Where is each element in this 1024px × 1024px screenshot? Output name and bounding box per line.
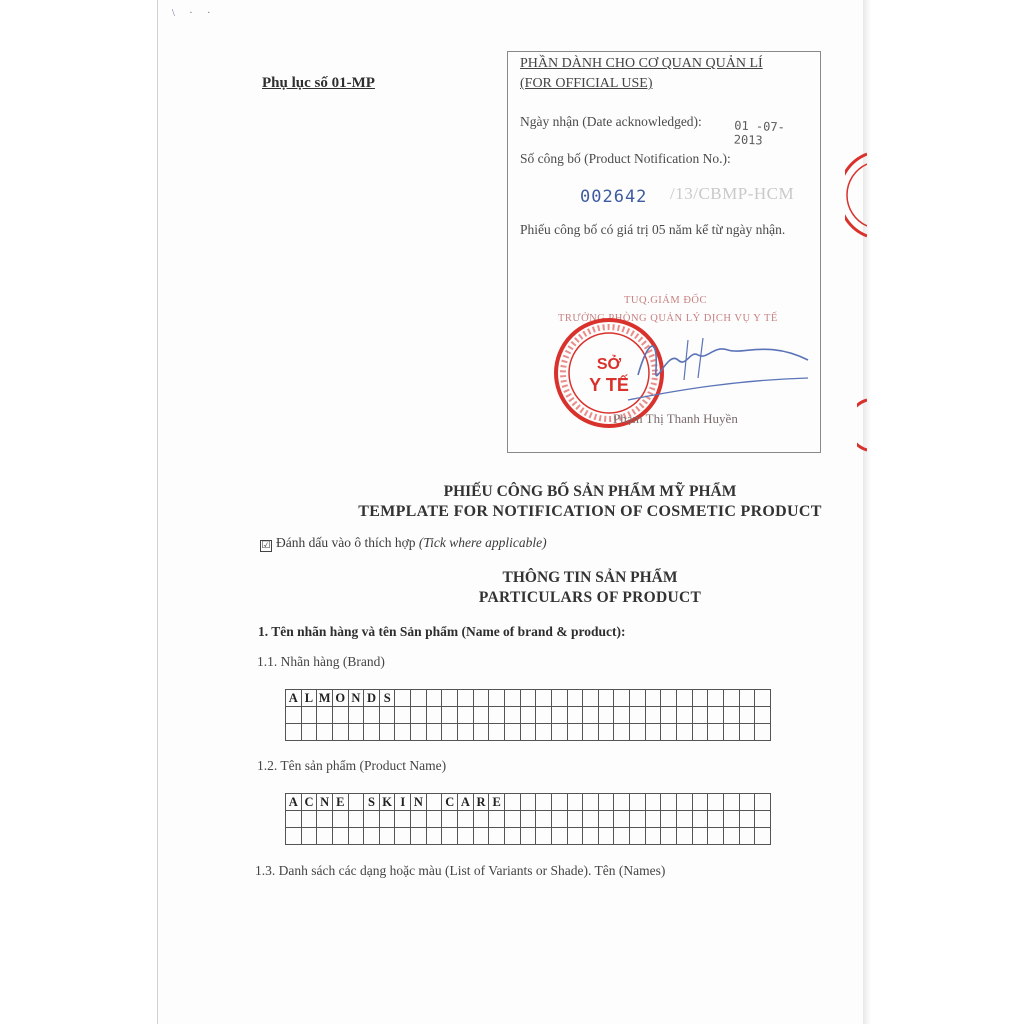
official-box-title-vi: PHẦN DÀNH CHO CƠ QUAN QUẢN LÍ [520, 56, 763, 71]
product-grid-cell [426, 794, 442, 811]
product-grid-cell [723, 794, 739, 811]
product-grid-cell [520, 811, 536, 828]
product-grid-cell [567, 828, 583, 845]
brand-grid-cell [520, 690, 536, 707]
brand-grid-cell [332, 724, 348, 741]
product-name-label: 1.2. Tên sản phẩm (Product Name) [257, 758, 447, 773]
product-grid-cell [426, 828, 442, 845]
product-grid-cell [332, 828, 348, 845]
product-grid-cell [504, 794, 520, 811]
product-grid-cell [504, 828, 520, 845]
brand-grid-cell [317, 707, 333, 724]
product-grid-cell [286, 811, 302, 828]
signer-title-1: TUQ.GIÁM ĐỐC [624, 295, 707, 306]
brand-grid-cell: M [318, 690, 331, 705]
tick-instruction-en: (Tick where applicable) [418, 535, 547, 550]
product-grid-cell [348, 794, 364, 811]
signer-title-2: TRƯỞNG PHÒNG QUẢN LÝ DỊCH VỤ Y TẾ [558, 313, 778, 324]
product-grid-cell [614, 811, 630, 828]
brand-grid-cell [723, 724, 739, 741]
brand-grid-cell [677, 690, 693, 707]
product-grid-cell [426, 811, 442, 828]
brand-grid-cell: O [332, 690, 348, 707]
product-grid-cell [551, 811, 567, 828]
brand-grid-cell [567, 724, 583, 741]
brand-grid-cell: A [286, 690, 302, 707]
product-grid-cell [755, 794, 771, 811]
product-grid-cell: N [411, 794, 427, 811]
brand-grid-cell: N [348, 690, 364, 707]
product-grid-cell [708, 828, 724, 845]
official-box-title-en: (FOR OFFICIAL USE) [520, 76, 653, 91]
brand-grid-cell [364, 724, 380, 741]
brand-grid-cell [598, 707, 614, 724]
signer-name: Phạm Thị Thanh Huyền [613, 411, 738, 426]
brand-grid-cell [661, 690, 677, 707]
brand-grid-cell [551, 690, 567, 707]
brand-grid-cell [551, 707, 567, 724]
product-grid-cell: E [332, 794, 348, 811]
product-grid-cell [473, 811, 489, 828]
brand-grid-cell [473, 690, 489, 707]
brand-grid-cell [645, 724, 661, 741]
brand-grid-cell [458, 707, 474, 724]
product-name-grid [285, 793, 771, 845]
brand-grid-cell [348, 724, 364, 741]
notification-number-label: Số công bố (Product Notification No.): [520, 151, 731, 166]
tick-instruction [260, 535, 547, 551]
brand-grid-cell [692, 690, 708, 707]
brand-grid-cell [708, 690, 724, 707]
product-grid-cell [583, 794, 599, 811]
product-grid-cell [677, 828, 693, 845]
product-grid-cell [583, 828, 599, 845]
brand-grid-cell [598, 724, 614, 741]
product-grid-cell: S [364, 794, 380, 811]
product-grid-cell [692, 794, 708, 811]
product-grid-cell [692, 828, 708, 845]
product-grid-cell [677, 811, 693, 828]
product-grid-cell [598, 828, 614, 845]
brand-grid-cell [536, 707, 552, 724]
product-grid-cell [520, 828, 536, 845]
brand-grid-cell [473, 724, 489, 741]
brand-grid-cell [708, 707, 724, 724]
brand-grid-cell: L [301, 690, 317, 707]
section-title-en: PARTICULARS OF PRODUCT [478, 589, 702, 606]
brand-grid-cell: D [364, 690, 380, 707]
checkbox-icon: ☑ [261, 540, 271, 551]
brand-grid-cell [411, 724, 427, 741]
product-grid-cell [708, 811, 724, 828]
product-grid-cell [317, 828, 333, 845]
product-grid-cell [739, 794, 755, 811]
product-grid-cell [379, 811, 395, 828]
product-grid-cell [473, 828, 489, 845]
brand-grid-cell [567, 707, 583, 724]
product-grid-cell [661, 828, 677, 845]
brand-grid-cell [301, 707, 317, 724]
product-grid-cell [379, 828, 395, 845]
brand-grid-cell [755, 724, 771, 741]
product-grid-cell [520, 794, 536, 811]
product-grid-cell [395, 811, 411, 828]
product-grid-cell: N [317, 794, 333, 811]
product-grid-cell [301, 811, 317, 828]
product-grid-cell [708, 794, 724, 811]
product-grid-cell [739, 828, 755, 845]
section-1-title: 1. Tên nhãn hàng và tên Sản phẩm (Name of brand & product): [258, 624, 626, 639]
product-grid-cell [489, 811, 505, 828]
brand-grid-cell [520, 724, 536, 741]
product-grid-cell [536, 794, 552, 811]
brand-grid-row [286, 707, 771, 724]
form-title-en: TEMPLATE FOR NOTIFICATION OF COSMETIC PRODUCT [358, 503, 822, 520]
brand-grid [285, 689, 771, 741]
brand-grid-cell [348, 707, 364, 724]
edge-seal-stamp [845, 150, 867, 240]
brand-grid-cell [286, 707, 302, 724]
edge-seal-stamp-lower [857, 398, 867, 452]
product-grid-cell [301, 828, 317, 845]
product-grid-cell [630, 828, 646, 845]
brand-grid-cell [614, 707, 630, 724]
seal-text-so: SỞ [596, 356, 622, 373]
product-grid-cell [458, 828, 474, 845]
product-grid-cell: C [442, 794, 458, 811]
brand-grid-cell [614, 724, 630, 741]
product-grid-cell [411, 811, 427, 828]
brand-grid-cell [442, 707, 458, 724]
product-grid-cell [458, 811, 474, 828]
brand-grid-cell [630, 707, 646, 724]
seal-text-yte: Y TẾ [589, 375, 629, 395]
product-grid-cell [614, 828, 630, 845]
product-grid-cell: A [458, 794, 474, 811]
section-title-vi: THÔNG TIN SẢN PHẨM [502, 569, 678, 586]
product-grid-row [286, 828, 771, 845]
brand-grid-cell [739, 690, 755, 707]
brand-grid-cell [614, 690, 630, 707]
product-grid-cell: E [489, 794, 505, 811]
brand-label: 1.1. Nhãn hàng (Brand) [257, 654, 385, 669]
handwritten-signature [618, 320, 818, 410]
brand-grid-cell [442, 690, 458, 707]
brand-grid-cell [411, 690, 427, 707]
product-grid-cell [551, 828, 567, 845]
brand-grid-cell [426, 707, 442, 724]
brand-grid-cell [489, 724, 505, 741]
brand-grid-cell [692, 724, 708, 741]
brand-grid-cell [755, 707, 771, 724]
brand-grid-cell [536, 690, 552, 707]
product-grid-cell: A [286, 794, 302, 811]
product-grid-cell [723, 811, 739, 828]
brand-grid-cell [504, 690, 520, 707]
brand-grid-cell [504, 724, 520, 741]
product-grid-cell [755, 811, 771, 828]
brand-grid-cell [739, 707, 755, 724]
brand-grid-cell [458, 724, 474, 741]
brand-grid-cell [473, 707, 489, 724]
brand-grid-cell [317, 724, 333, 741]
brand-grid-cell [583, 724, 599, 741]
brand-grid-cell [723, 690, 739, 707]
product-grid-cell [630, 811, 646, 828]
product-grid-cell [614, 794, 630, 811]
brand-grid-cell [426, 724, 442, 741]
product-grid-cell: R [473, 794, 489, 811]
product-grid-cell [692, 811, 708, 828]
product-grid-cell [364, 811, 380, 828]
product-grid-cell [723, 828, 739, 845]
brand-grid-cell [645, 690, 661, 707]
brand-grid-row [286, 690, 771, 707]
product-grid-cell [645, 811, 661, 828]
brand-grid-cell [677, 707, 693, 724]
brand-grid-cell [411, 707, 427, 724]
product-grid-cell [645, 828, 661, 845]
product-grid-cell [645, 794, 661, 811]
brand-grid-cell [458, 690, 474, 707]
product-grid-cell [348, 811, 364, 828]
official-use-box [507, 51, 821, 453]
brand-grid-cell [536, 724, 552, 741]
brand-grid-cell [379, 707, 395, 724]
brand-grid-cell [489, 690, 505, 707]
brand-grid-cell [520, 707, 536, 724]
brand-grid-cell [661, 707, 677, 724]
product-grid-cell [395, 828, 411, 845]
brand-grid-cell [426, 690, 442, 707]
product-grid-cell [661, 794, 677, 811]
form-title-vi: PHIẾU CÔNG BỐ SẢN PHẨM MỸ PHẨM [443, 483, 737, 500]
brand-grid-cell [708, 724, 724, 741]
product-grid-row [286, 794, 771, 811]
brand-grid-cell [739, 724, 755, 741]
date-acknowledged-value: 01 -07- 2013 [733, 118, 786, 148]
validity-note: Phiếu công bố có giá trị 05 năm kể từ ngày nhận. [520, 222, 786, 237]
brand-grid-cell [692, 707, 708, 724]
product-grid-cell [630, 794, 646, 811]
product-grid-cell [442, 811, 458, 828]
product-grid-cell [567, 811, 583, 828]
product-grid-cell [364, 828, 380, 845]
brand-grid-cell [442, 724, 458, 741]
product-grid-cell [504, 811, 520, 828]
brand-grid-cell [379, 724, 395, 741]
brand-grid-cell [332, 707, 348, 724]
brand-grid-cell [489, 707, 505, 724]
product-grid-cell [286, 828, 302, 845]
product-grid-cell: C [301, 794, 317, 811]
brand-grid-cell [567, 690, 583, 707]
product-grid-cell [489, 828, 505, 845]
product-grid-cell [332, 811, 348, 828]
product-grid-cell [567, 794, 583, 811]
brand-grid-cell [551, 724, 567, 741]
product-grid-cell [583, 811, 599, 828]
brand-grid-cell [677, 724, 693, 741]
product-grid-cell [755, 828, 771, 845]
brand-grid-cell [395, 707, 411, 724]
brand-grid-cell [364, 707, 380, 724]
product-grid-row [286, 811, 771, 828]
product-grid-cell [536, 828, 552, 845]
brand-grid-cell [583, 707, 599, 724]
brand-grid-cell [504, 707, 520, 724]
product-grid-cell: K [379, 794, 395, 811]
product-grid-cell [442, 828, 458, 845]
brand-grid-cell [723, 707, 739, 724]
brand-grid-cell [301, 724, 317, 741]
variants-label: 1.3. Danh sách các dạng hoặc màu (List of Variants or Shade). Tên (Names) [255, 863, 666, 878]
product-grid-cell [348, 828, 364, 845]
product-grid-cell [677, 794, 693, 811]
notification-number-suffix: /13/CBMP-HCM [670, 184, 795, 203]
product-grid-cell: I [395, 794, 411, 811]
brand-grid-cell [755, 690, 771, 707]
product-grid-cell [411, 828, 427, 845]
date-acknowledged-label: Ngày nhận (Date acknowledged): [520, 114, 702, 129]
brand-grid-cell [395, 690, 411, 707]
brand-grid-cell [630, 724, 646, 741]
brand-grid-cell: S [379, 690, 395, 707]
scan-marks: \ · · [172, 8, 217, 19]
product-grid-cell [739, 811, 755, 828]
brand-grid-cell [395, 724, 411, 741]
product-grid-cell [598, 794, 614, 811]
product-grid-cell [536, 811, 552, 828]
appendix-label: Phụ lục số 01-MP [262, 75, 375, 91]
brand-grid-row [286, 724, 771, 741]
notification-number: 002642 [580, 187, 648, 207]
brand-grid-cell [630, 690, 646, 707]
brand-grid-cell [598, 690, 614, 707]
product-grid-cell [598, 811, 614, 828]
brand-grid-cell [661, 724, 677, 741]
product-grid-cell [317, 811, 333, 828]
brand-grid-cell [286, 724, 302, 741]
brand-grid-cell [645, 707, 661, 724]
brand-grid-cell [583, 690, 599, 707]
product-grid-cell [661, 811, 677, 828]
product-grid-cell [551, 794, 567, 811]
tick-instruction-text: Đánh dấu vào ô thích hợp [276, 535, 416, 550]
